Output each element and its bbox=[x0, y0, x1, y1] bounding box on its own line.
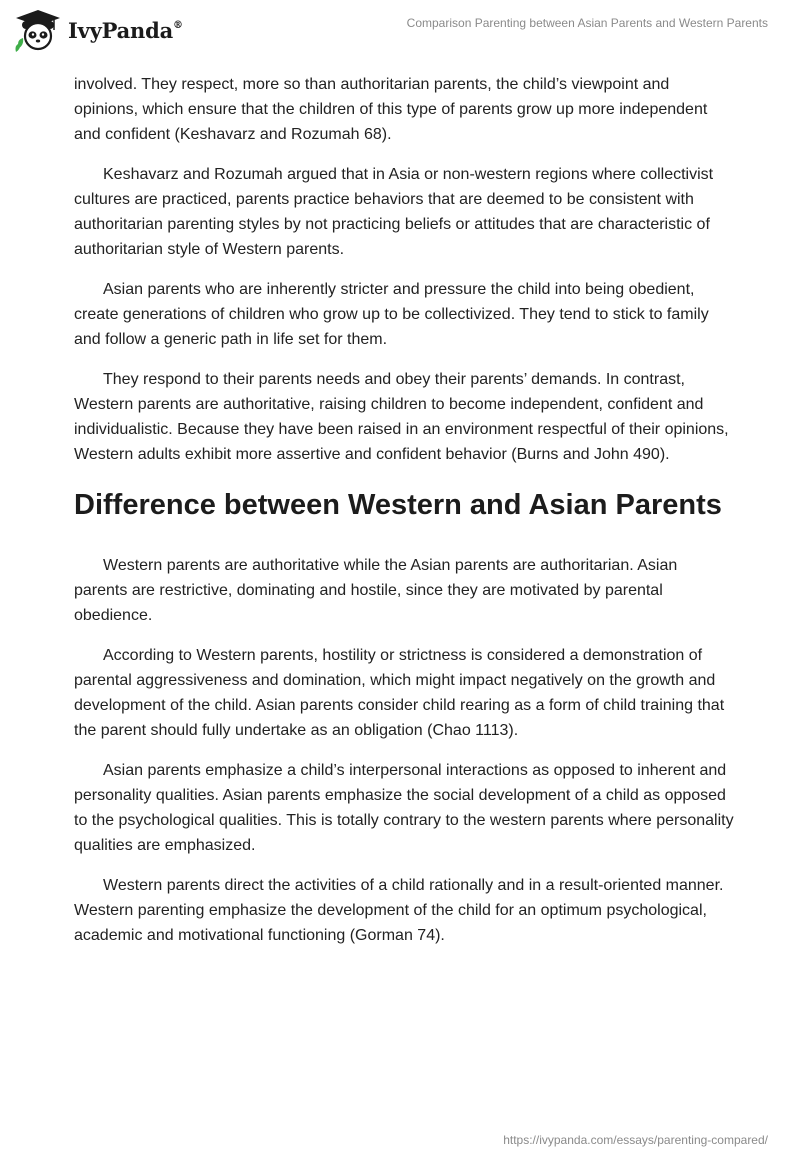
paragraph: Western parents are authoritative while the Asian parents are authoritarian. Asian parents are restrictive, dominating and hostile, since they are motivated by parental obedience. bbox=[74, 557, 678, 624]
panda-graduate-icon bbox=[14, 8, 62, 52]
paragraph: involved. They respect, more so than authoritarian parents, the child’s viewpoint and opinions, which ensure that the children of this type of parents grow up more independent and confident (Keshavarz and Rozumah 68). bbox=[74, 76, 708, 143]
ivypanda-logo[interactable] bbox=[14, 8, 183, 52]
document-title: Comparison Parenting between Asian Parents and Western Parents bbox=[406, 16, 768, 30]
paragraph: Western parents direct the activities of a child rationally and in a result-oriented manner. Western parenting emphasize the development of the child for an optimum psychological, academic and motivational functioning (Gorman 74). bbox=[74, 877, 724, 944]
paragraph: Asian parents emphasize a child’s interpersonal interactions as opposed to inherent and personality qualities. Asian parents emphasize the social development of a child as opposed to the psychological qualities. This is totally contrary to the western parents where personality qualities are emphasized. bbox=[74, 762, 734, 854]
essay-body bbox=[74, 72, 734, 963]
paragraph: They respond to their parents needs and obey their parents’ demands. In contrast, Western parents are authoritative, raising children to become independent, confident and individualistic. Because they have been raised in an environment respectful of their opinions, Western adults exhibit more assertive and confident behavior (Burns and John 490). bbox=[74, 371, 729, 463]
paragraph: Keshavarz and Rozumah argued that in Asia or non-western regions where collectivist cultures are practiced, parents practice behaviors that are deemed to be consistent with authoritarian parenting styles by not practicing beliefs or attitudes that are characteristic of authoritarian style of Western parents. bbox=[74, 166, 714, 258]
brand-name: IvyPanda® bbox=[68, 17, 183, 43]
paragraph: According to Western parents, hostility or strictness is considered a demonstration of parental aggressiveness and domination, which might impact negatively on the growth and development of the child. Asian parents consider child rearing as a form of child training that the parent should fully undertake as an obligation (Chao 1113). bbox=[74, 647, 725, 739]
section-heading: Difference between Western and Asian Parents bbox=[74, 489, 722, 521]
page-header bbox=[0, 0, 800, 60]
paragraph: Asian parents who are inherently stricter and pressure the child into being obedient, create generations of children who grow up to be collectivized. They tend to stick to family and follow a generic path in life set for them. bbox=[74, 281, 709, 348]
source-url-link[interactable]: https://ivypanda.com/essays/parenting-compared/ bbox=[503, 1133, 768, 1147]
